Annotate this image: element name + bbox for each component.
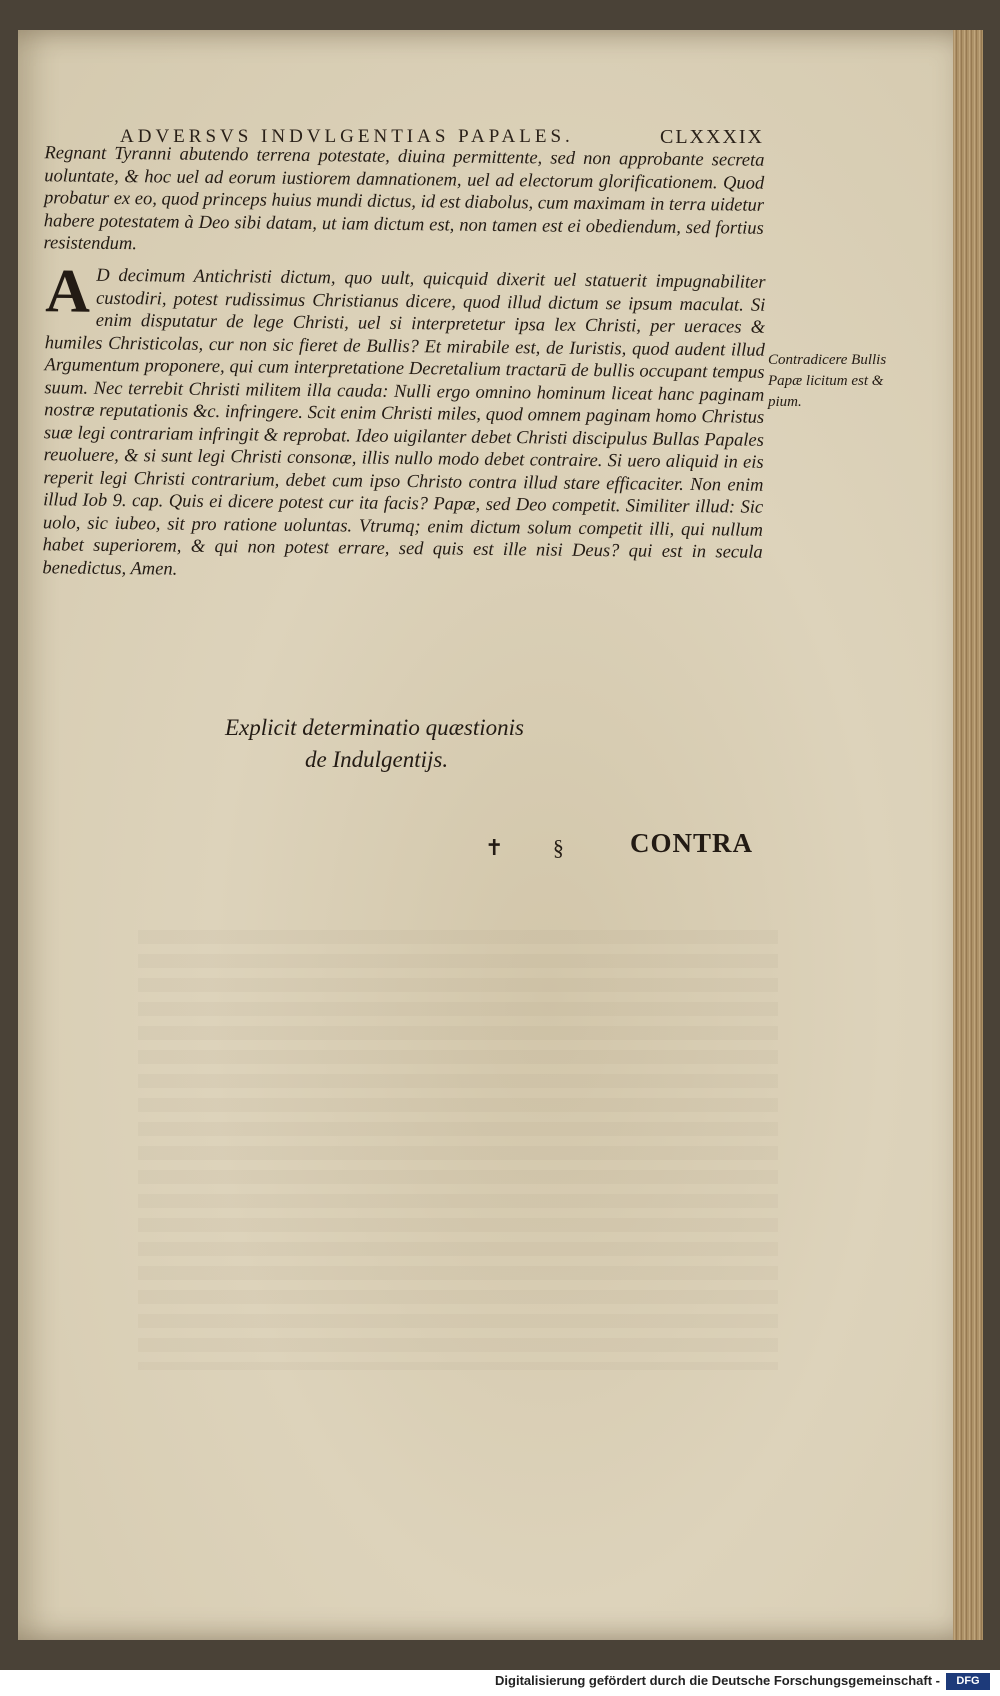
running-head: ADVERSVS INDVLGENTIAS PAPALES. — [120, 126, 574, 147]
explicit — [225, 712, 625, 776]
show-through-text — [138, 930, 778, 1370]
ornament-marks: ✝ § — [485, 835, 586, 860]
footer-credit: Digitalisierung gefördert durch die Deutsche Forschungsgemeinschaft - — [495, 1673, 940, 1688]
folio-number: CLXXXIX — [660, 126, 764, 148]
paragraph-2 — [42, 257, 766, 587]
page-edges — [953, 30, 983, 1640]
paragraph-1: Regnant Tyranni abutendo terrena potestate, diuina permittente, sed non approbante secreta uoluntate, & hoc uel ad eorum iustiorem damnationem, uel ad electorum glorificationem. Quod probatur ex eo, quod princeps huius mundi dictus, id est diabolus, cum maximam in terra uidetur habere potestatem à Deo sibi datam, ut iam dictum est, non tamen est ei obediendum, sed fortius resistendum. — [43, 143, 765, 255]
catchword: CONTRA — [630, 828, 754, 858]
explicit-line-1: Explicit determinatio quæstionis — [225, 715, 524, 740]
paragraph-2-text: D decimum Antichristi dictum, quo uult, quicquid dixerit uel statuerit impugnabiliter custodiri, potest rudissimus Christianus dicere, quod illud dictum se ipsum maculat. Si enim disputatur de lege Christi, uel si interpretetur ipsa lex Christi, per ueraces & humiles Christicolas, cur non sic fieret de Bullis? Et mirabile est, de Iuristis, quod audent illud Argumentum proponere, qui cum interpretatione Decretalium tractarū de bullis occupant tempus suum. Nec terrebit Christi militem illa cauda: Nulli ergo omnino hominum liceat hanc paginam nostræ reputationis &c. infringere. Scit enim Christi miles, quod omnem paginam homo Christus suæ legi contrariam infringit & reprobat. Ideo uigilanter debet Christi discipulus Bullas Papales reuoluere, & si sunt legi Christi consonæ, illis nullo modo debet contraire. Si uero aliquid in eis reperit legi Christi contrarium, debet cum ipso Christo contra illud stare efficaciter. Non enim illud Iob 9. cap. Quis ei dicere potest cur ita facis? Papæ, sed Deo competit. Similiter illud: Sic uolo, sic iubeo, sit pro ratione uoluntas. Vtrumq; enim dictum solum competit illi, qui nullum habet superiorem, & qui non potest errare, sed quis est ille nisi Deus? qui est in secula benedictus, Amen. — [42, 265, 766, 580]
margin-note: Contradicere Bullis Papæ licitum est & pium. — [768, 352, 887, 410]
explicit-line-2: de Indulgentijs. — [305, 747, 449, 772]
dfg-logo: DFG — [946, 1673, 990, 1690]
drop-cap: A — [45, 257, 91, 326]
